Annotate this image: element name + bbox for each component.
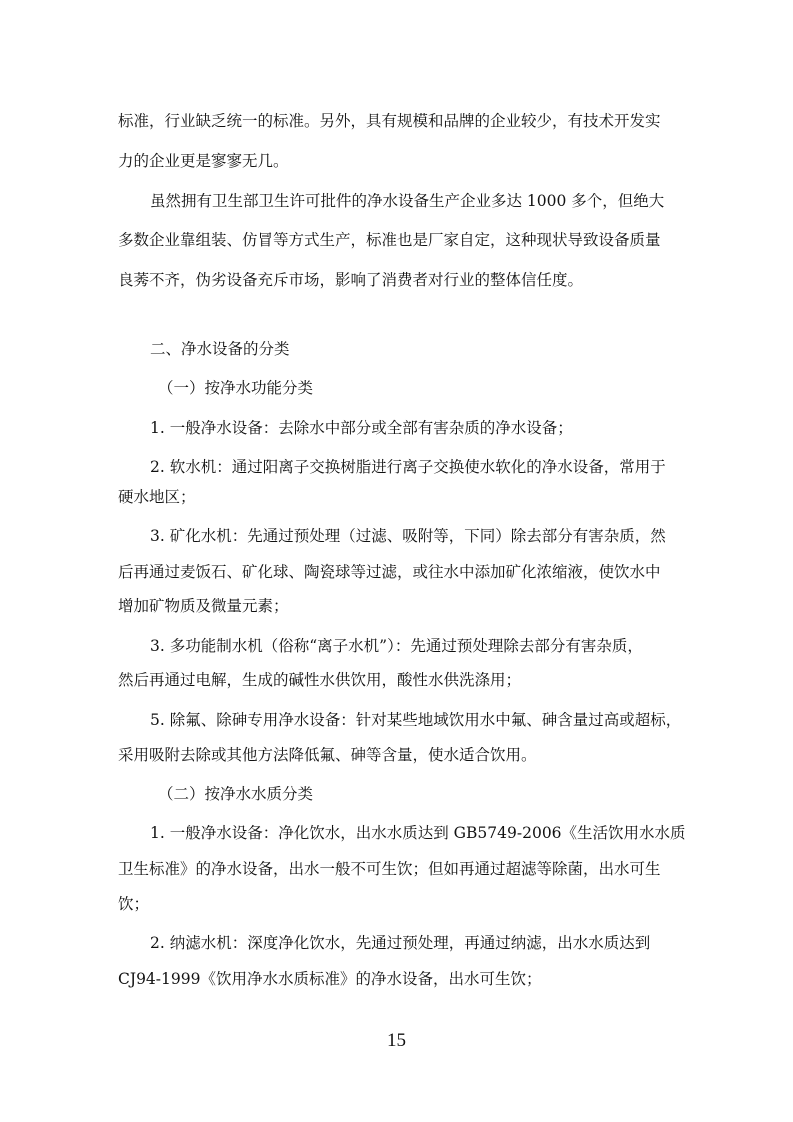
subsection-heading: （二）按净水水质分类: [158, 785, 314, 803]
list-item-line: 然后再通过电解，生成的碱性水供饮用，酸性水供洗涤用；: [118, 671, 522, 689]
list-item-line: 1. 一般净水设备：净化饮水，出水水质达到 GB5749-2006《生活饮用水水质: [150, 824, 686, 842]
section-heading: 二、净水设备的分类: [150, 340, 290, 358]
paragraph-line: 虽然拥有卫生部卫生许可批件的净水设备生产企业多达 1000 多个，但绝大: [150, 192, 665, 210]
paragraph-line: 良莠不齐，伪劣设备充斥市场，影响了消费者对行业的整体信任度。: [118, 271, 584, 289]
subsection-heading: （一）按净水功能分类: [158, 379, 314, 397]
list-item-line: 3. 矿化水机：先通过预处理（过滤、吸附等，下同）除去部分有害杂质，然: [150, 527, 666, 545]
paragraph-line: 多数企业靠组装、仿冒等方式生产，标准也是厂家自定，这种现状导致设备质量: [118, 231, 661, 249]
list-item-line: 卫生标准》的净水设备，出水一般不可生饮；但如再通过超滤等除菌，出水可生: [118, 860, 661, 878]
page-number: 15: [387, 1030, 406, 1051]
list-item-line: 2. 软水机：通过阳离子交换树脂进行离子交换使水软化的净水设备，常用于: [150, 458, 666, 476]
list-item-line: 5. 除氟、除砷专用净水设备：针对某些地域饮用水中氟、砷含量过高或超标，: [150, 711, 682, 729]
paragraph-line: 力的企业更是寥寥无几。: [118, 152, 289, 170]
list-item-line: 采用吸附去除或其他方法降低氟、砷等含量，使水适合饮用。: [118, 746, 537, 764]
list-item-line: 饮；: [118, 895, 150, 913]
list-item-line: 硬水地区；: [118, 488, 196, 506]
paragraph-line: 标准，行业缺乏统一的标准。另外，具有规模和品牌的企业较少，有技术开发实: [118, 112, 661, 130]
list-item-line: CJ94-1999《饮用净水水质标准》的净水设备，出水可生饮；: [118, 970, 542, 988]
list-item-line: 3. 多功能制水机（俗称“离子水机”）：先通过预处理除去部分有害杂质，: [150, 637, 643, 655]
list-item-line: 1. 一般净水设备：去除水中部分或全部有害杂质的净水设备；: [150, 419, 573, 437]
list-item-line: 增加矿物质及微量元素；: [118, 597, 289, 615]
list-item-line: 后再通过麦饭石、矿化球、陶瓷球等过滤，或往水中添加矿化浓缩液，使饮水中: [118, 563, 661, 581]
list-item-line: 2. 纳滤水机：深度净化饮水，先通过预处理，再通过纳滤，出水水质达到: [150, 934, 651, 952]
